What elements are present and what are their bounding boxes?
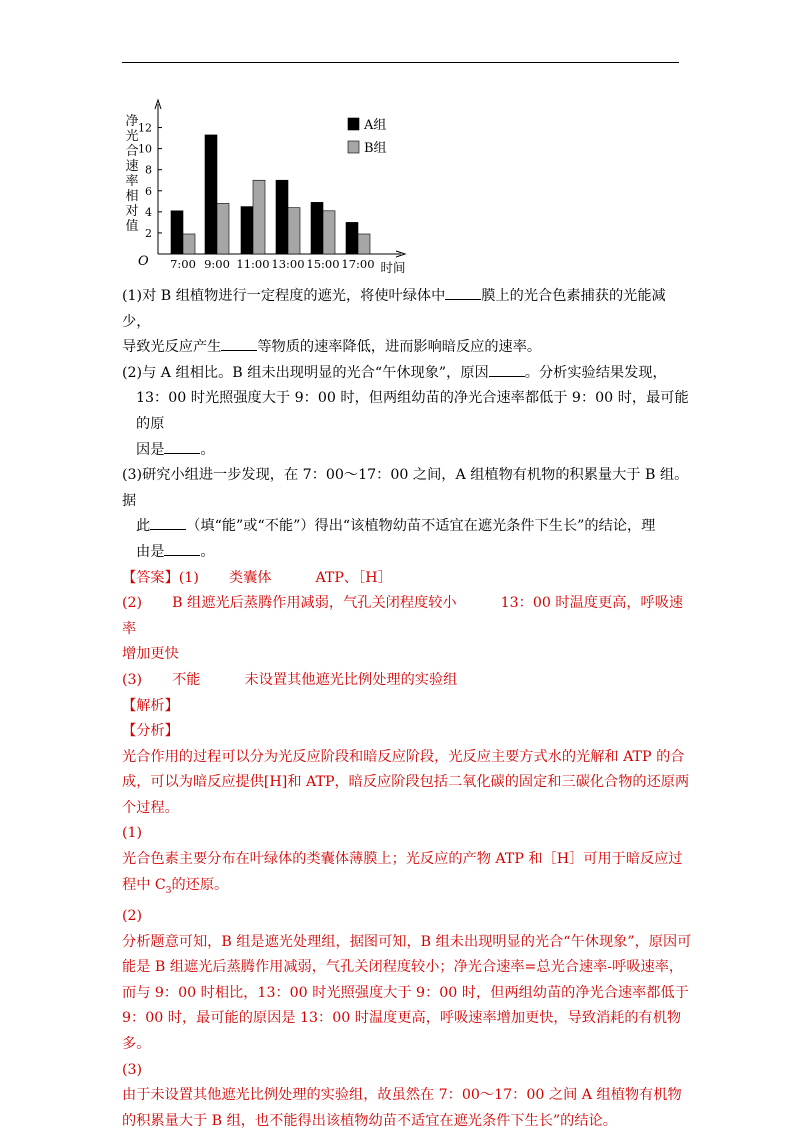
legend-label: B组 (364, 141, 387, 156)
answer-blank (164, 540, 200, 556)
y-label-char: 速 (125, 159, 139, 174)
bar-a-1 (205, 135, 217, 254)
x-tick-label: 11:00 (236, 257, 270, 271)
legend-swatch (348, 118, 359, 130)
question-content (122, 284, 692, 1134)
answer-blank (164, 438, 200, 454)
x-tick-label: 17:00 (341, 257, 375, 271)
bar-b-1 (217, 203, 229, 254)
x-tick-label: 13:00 (271, 257, 305, 271)
y-tick-label: 8 (145, 163, 152, 177)
question-3-line3: 由是 。 (122, 540, 692, 566)
x-tick-label: 15:00 (306, 257, 340, 271)
y-tick-label: 10 (138, 142, 152, 156)
answer-blank (150, 514, 186, 530)
bar-b-3 (288, 208, 300, 254)
y-tick-label: 6 (145, 184, 152, 198)
bar-chart (110, 95, 420, 280)
y-tick-label: 12 (138, 121, 152, 135)
x-tick-labels (170, 257, 405, 275)
bar-a-2 (241, 207, 253, 254)
answer-blank (221, 335, 257, 351)
bar-b-5 (358, 234, 370, 254)
chart-legend (348, 118, 387, 156)
analysis-3-num: (3) (122, 1061, 143, 1078)
bar-a-5 (346, 222, 358, 254)
bar-a-3 (276, 180, 288, 254)
analysis-1: 光合色素主要分布在叶绿体的类囊体薄膜上；光反应的产物 ATP 和［H］可用于暗反应过程中 $C_3$的还原。 (122, 851, 683, 896)
analysis-3: 由于未设置其他遮光比例处理的实验组，故虽然在 7：00～17：00 之间 A 组植物有机物的积累量大于 B 组，也不能得出该植物幼苗不适宜在遮光条件下生长”的结论。 (122, 1087, 682, 1129)
y-label-char: 光 (125, 129, 139, 144)
answer-3: (3) 不能 未设置其他遮光比例处理的实验组 (122, 671, 458, 688)
y-tick-label: 4 (145, 205, 152, 219)
bar-b-2 (253, 180, 265, 254)
question-1: (1)对 B 组植物进行一定程度的遮光，将使叶绿体中 膜上的光合色素捕获的光能减少， (122, 284, 692, 335)
analysis-label: 【解析】 (122, 697, 179, 714)
analysis-sub-label: 【分析】 (122, 723, 179, 740)
analysis-2: 分析题意可知，B 组是遮光处理组，据图可知，B 组未出现明显的光合“午休现象”，原因可能是 B 组遮光后蒸腾作用减弱，气孔关闭程度较小；净光合速率=总光合速率-呼吸速率，而与 9：00 时相比，13：00 时光照强度大于 9：00 时，但两组幼苗的净光合速率都低于 9：00 时，最可能的原因是 13：00 时温度更高，呼吸速率增加更快，导致消耗的有机物多。 (122, 933, 692, 1053)
question-1-line2: 导致光反应产生 等物质的速率降低，进而影响暗反应的速率。 (122, 335, 692, 361)
bar-a-0 (171, 211, 183, 254)
answer-label: 【答案】 (122, 569, 179, 586)
question-3-line2: 此 （填“能”或“不能”）得出“该植物幼苗不适宜在遮光条件下生长”的结论，理 (122, 514, 692, 540)
question-2: (2)与 A 组相比。B 组未出现明显的光合“午休现象”，原因 。分析实验结果发现， (122, 361, 692, 387)
chart-bars (171, 135, 370, 254)
answer-2-line2: 增加更快 (122, 646, 179, 663)
answer-blank (445, 284, 481, 300)
answer-1: 【答案】(1) 类囊体 ATP、［H］ (122, 569, 392, 586)
analysis-intro: 光合作用的过程可以分为光反应阶段和暗反应阶段，光反应主要方式水的光解和 ATP 的合成，可以为暗反应提供[H]和 ATP，暗反应阶段包括二氧化碳的固定和三碳化合物的还原两个过程。 (122, 748, 690, 816)
header-rule (122, 62, 679, 63)
y-label-char: 相 (125, 189, 139, 204)
y-label-char: 合 (125, 144, 139, 159)
analysis-1-num: (1) (122, 825, 143, 842)
bar-b-0 (183, 234, 195, 254)
y-axis-label (125, 114, 138, 234)
question-2-line2: 13：00 时光照强度大于 9：00 时，但两组幼苗的净光合速率都低于 9：00 时，最可能的原 (136, 390, 689, 432)
question-3: (3)研究小组进一步发现，在 7：00～17：00 之间，A 组植物有机物的积累量大于 B 组。据 (122, 467, 689, 509)
y-label-char: 净 (125, 114, 139, 129)
analysis-2-num: (2) (122, 908, 143, 925)
question-2-line3: 因是 。 (122, 438, 692, 464)
y-label-char: 对 (125, 204, 139, 219)
y-label-char: 率 (125, 174, 139, 189)
origin-label: O (138, 254, 149, 269)
y-label-char: 值 (125, 219, 139, 234)
bar-a-4 (311, 202, 323, 254)
x-axis-label: 时间 (380, 260, 406, 275)
legend-label: A组 (364, 118, 387, 133)
answer-2: (2) B 组遮光后蒸腾作用减弱，气孔关闭程度较小 13：00 时温度更高，呼吸速率 (122, 595, 684, 637)
bar-b-4 (323, 211, 335, 254)
legend-swatch (348, 141, 359, 153)
x-tick-label: 7:00 (170, 257, 196, 271)
x-tick-label: 9:00 (204, 257, 230, 271)
y-tick-label: 2 (145, 226, 152, 240)
answer-blank (489, 361, 525, 377)
